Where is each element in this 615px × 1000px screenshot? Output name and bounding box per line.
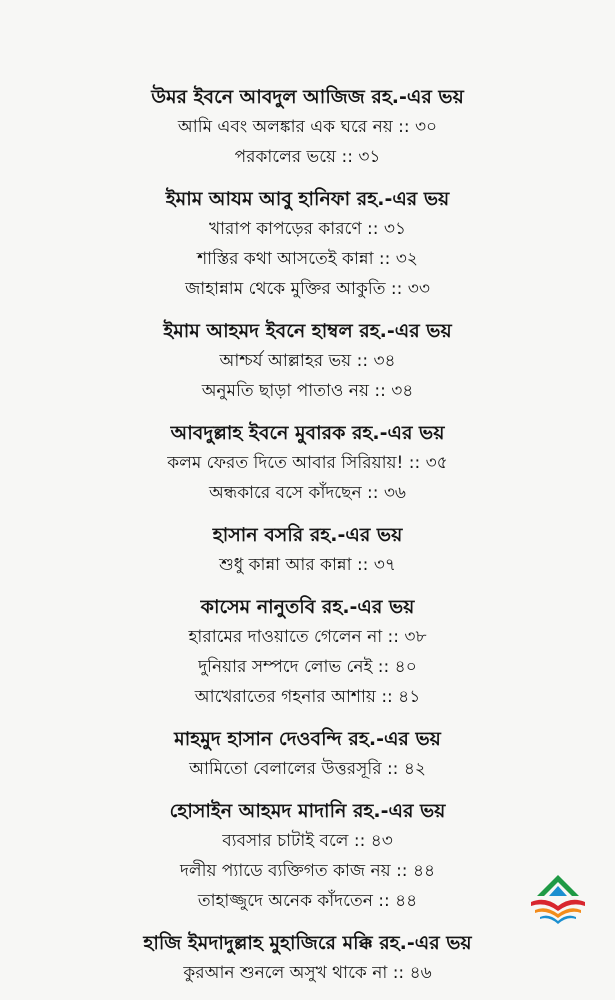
toc-section [0, 184, 615, 304]
toc-entry: আখেরাতের গহনার আশায় :: ৪১ [194, 687, 421, 707]
toc-entry: তাহাজ্জুদে অনেক কাঁদতেন :: ৪৪ [197, 891, 418, 911]
toc-section [0, 82, 615, 172]
toc-entry: শুধু কান্না আর কান্না :: ৩৭ [219, 555, 396, 575]
section-heading: ইমাম আযম আবু হানিফা রহ.-এর ভয় [165, 188, 450, 210]
section-heading: মাহমুদ হাসান দেওবন্দি রহ.-এর ভয় [174, 728, 441, 750]
toc-entry: জাহান্নাম থেকে মুক্তির আকুতি :: ৩৩ [185, 279, 430, 299]
toc-entry: কলম ফেরত দিতে আবার সিরিয়ায়! :: ৩৫ [167, 453, 448, 473]
section-heading: আবদুল্লাহ ইবনে মুবারক রহ.-এর ভয় [170, 422, 445, 444]
toc-section [0, 520, 615, 580]
toc-entry: পরকালের ভয়ে :: ৩১ [234, 147, 381, 167]
toc-entry: আমিতো বেলালের উত্তরসূরি :: ৪২ [189, 759, 426, 779]
section-heading: হোসাইন আহমদ মাদানি রহ.-এর ভয় [169, 800, 446, 822]
section-heading: কাসেম নানুতবি রহ.-এর ভয় [200, 596, 415, 618]
toc-entry: অন্ধকারে বসে কাঁদছেন :: ৩৬ [209, 483, 406, 503]
table-of-contents [0, 82, 615, 1000]
section-heading: হাজি ইমদাদুল্লাহ মুহাজিরে মক্কি রহ.-এর ভয় [143, 932, 472, 954]
toc-entry: দলীয় প্যাডে ব্যক্তিগত কাজ নয় :: ৪৪ [179, 861, 436, 881]
toc-section [0, 418, 615, 508]
toc-entry: অনুমতি ছাড়া পাতাও নয় :: ৩৪ [201, 381, 414, 401]
toc-entry: হারামের দাওয়াতে গেলেন না :: ৩৮ [188, 627, 427, 647]
toc-entry: আমি এবং অলঙ্কার এক ঘরে নয় :: ৩০ [177, 117, 438, 137]
section-heading: হাসান বসরি রহ.-এর ভয় [212, 524, 403, 546]
toc-section [0, 316, 615, 406]
publisher-logo-icon [527, 872, 589, 926]
toc-section [0, 724, 615, 784]
section-heading: উমর ইবনে আবদুল আজিজ রহ.-এর ভয় [151, 86, 464, 108]
toc-entry: শাস্তির কথা আসতেই কান্না :: ৩২ [197, 249, 418, 269]
toc-entry: আশ্চর্য আল্লাহর ভয় :: ৩৪ [219, 351, 396, 371]
toc-entry: কুরআন শুনলে অসুখ থাকে না :: ৪৬ [183, 963, 432, 983]
toc-section [0, 796, 615, 916]
toc-entry: দুনিয়ার সম্পদে লোভ নেই :: ৪০ [198, 657, 417, 677]
toc-section [0, 592, 615, 712]
toc-section [0, 928, 615, 988]
section-heading: ইমাম আহমদ ইবনে হাম্বল রহ.-এর ভয় [163, 320, 452, 342]
toc-entry: ব্যবসার চাটাই বলে :: ৪৩ [222, 831, 393, 851]
toc-entry: খারাপ কাপড়ের কারণে :: ৩১ [208, 219, 407, 239]
